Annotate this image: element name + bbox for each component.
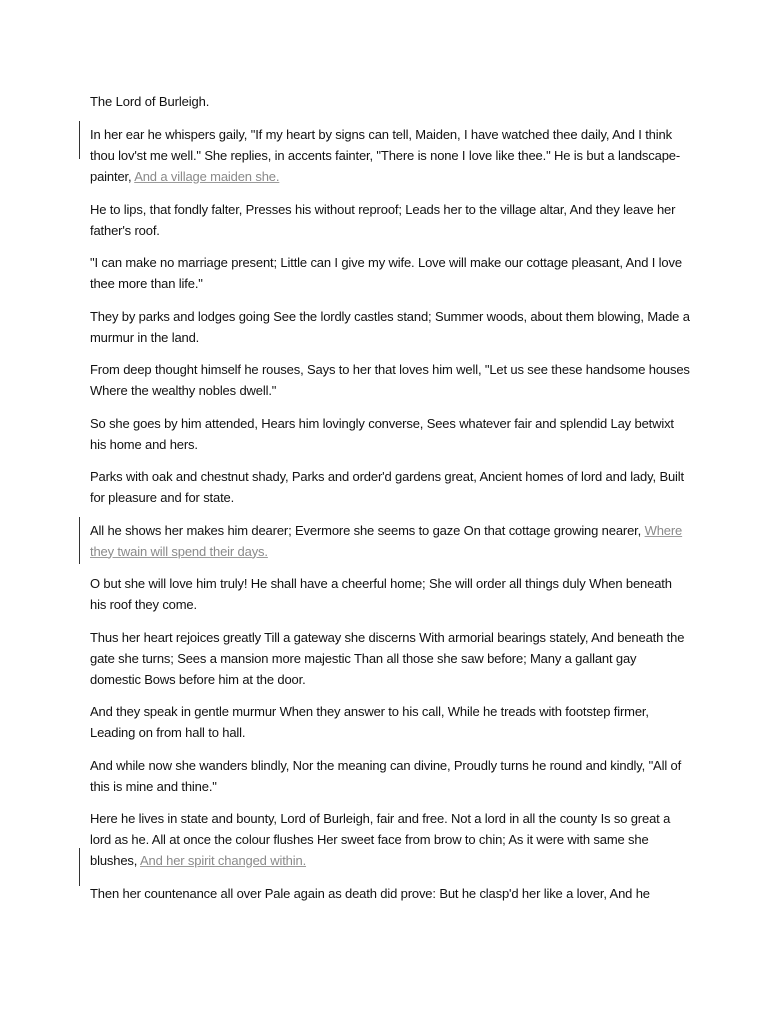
paragraph-text: So she goes by him attended, Hears him lovingly converse, Sees whatever fair and splendid Lay betwixt his home and hers. — [90, 415, 674, 452]
paragraph-text: All he shows her makes him dearer; Evermore she seems to gaze On that cottage growing nearer, — [90, 522, 642, 538]
tracked-insertion: Where they twain will spend their days. — [90, 522, 683, 559]
paragraph-11 — [90, 701, 690, 743]
document-title: The Lord of Burleigh. — [90, 94, 210, 109]
paragraph-3 — [90, 252, 690, 294]
paragraph-8 — [90, 520, 690, 562]
paragraph-1 — [90, 124, 690, 187]
document-page — [90, 92, 690, 915]
paragraph-text: And they speak in gentle murmur When they answer to his call, While he treads with footstep firmer, Leading on from hall to hall. — [90, 704, 649, 740]
change-bar — [79, 848, 80, 886]
paragraph-14 — [90, 883, 690, 904]
tracked-insertion: And her spirit changed within. — [139, 853, 307, 868]
paragraph-text: They by parks and lodges going See the lordly castles stand; Summer woods, about them blowing, Made a murmur in the land. — [90, 308, 690, 345]
change-bar — [79, 517, 80, 564]
paragraph-text: Thus her heart rejoices greatly Till a gateway she discerns With armorial bearings stately, And beneath the gate she turns; Sees a mansion more majestic Than all those she saw before; Many a gallant gay domestic Bows before him at the door. — [90, 629, 685, 687]
paragraph-13 — [90, 808, 690, 871]
paragraph-2 — [90, 199, 690, 241]
paragraph-text: "I can make no marriage present; Little can I give my wife. Love will make our cottage pleasant, And I love thee more than life." — [90, 255, 682, 291]
paragraph-text: Then her countenance all over Pale again as death did prove: But he clasp'd her like a lover, And he — [90, 885, 650, 901]
paragraph-4 — [90, 306, 690, 348]
paragraph-text: O but she will love him truly! He shall have a cheerful home; She will order all things duly When beneath his roof they come. — [90, 576, 672, 612]
paragraph-text: And while now she wanders blindly, Nor the meaning can divine, Proudly turns he round and kindly, "All of this is mine and thine." — [90, 757, 682, 794]
change-bar — [79, 121, 80, 159]
paragraph-12 — [90, 755, 690, 797]
paragraph-text: Here he lives in state and bounty, Lord of Burleigh, fair and free. Not a lord in all the county Is so great a lord as he. All at once the colour flushes Her sweet face from brow to chin; As it were with same she blushes, — [90, 811, 671, 868]
paragraph-9 — [90, 573, 690, 615]
tracked-insertion: And a village maiden she. — [134, 169, 280, 184]
paragraph-6 — [90, 413, 690, 455]
paragraph-text: Parks with oak and chestnut shady, Parks and order'd gardens great, Ancient homes of lord and lady, Built for pleasure and for state. — [90, 469, 684, 505]
paragraph-text: He to lips, that fondly falter, Presses his without reproof; Leads her to the village altar, And they leave her father's roof. — [90, 201, 676, 238]
paragraph-7 — [90, 466, 690, 508]
paragraph-text: From deep thought himself he rouses, Says to her that loves him well, "Let us see these handsome houses Where the wealthy nobles dwell." — [90, 362, 690, 398]
paragraph-10 — [90, 627, 690, 690]
paragraph-text: In her ear he whispers gaily, "If my heart by signs can tell, Maiden, I have watched thee daily, And I think thou lov'st me well." She replies, in accents fainter, "There is none I love like thee." He is but a landscape-painter, — [90, 127, 681, 184]
paragraph-5 — [90, 359, 690, 401]
